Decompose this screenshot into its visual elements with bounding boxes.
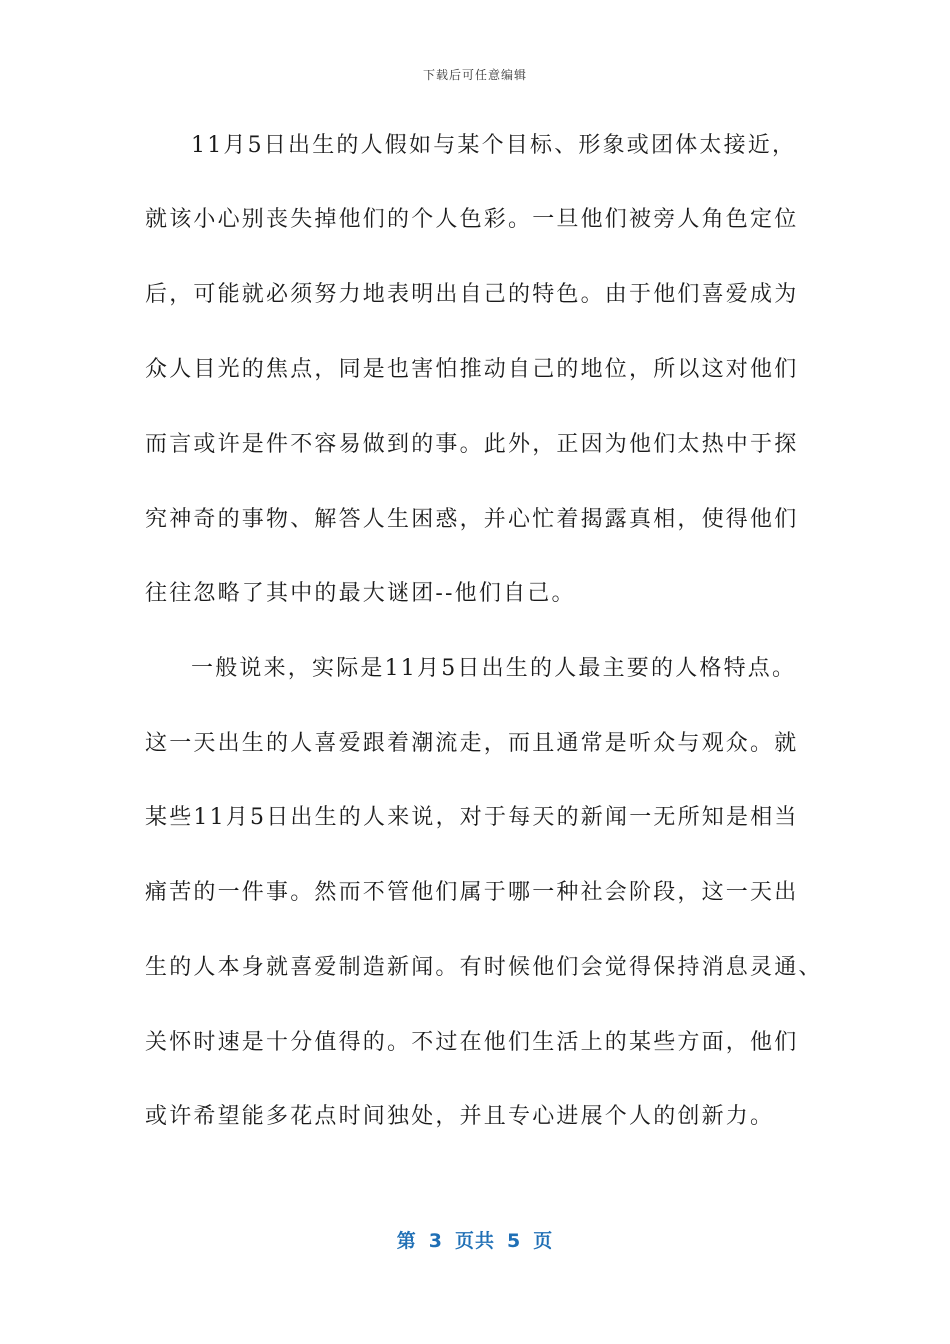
- paragraph-1-line-6: 究神奇的事物、解答人生困惑，并心忙着揭露真相，使得他们: [145, 507, 799, 532]
- paragraph-1-line-4: 众人目光的焦点，同是也害怕推动自己的地位，所以这对他们: [145, 357, 799, 382]
- paragraph-2-line-2: 这一天出生的人喜爱跟着潮流走，而且通常是听众与观众。就: [145, 731, 799, 756]
- footer-suffix: 页: [533, 1230, 554, 1252]
- paragraph-2-line-4: 痛苦的一件事。然而不管他们属于哪一种社会阶段，这一天出: [145, 880, 799, 905]
- paragraph-1-line-7: 往往忽略了其中的最大谜团--他们自己。: [145, 581, 576, 606]
- paragraph-2-line-6: 关怀时速是十分值得的。不过在他们生活上的某些方面，他们: [145, 1030, 799, 1055]
- footer-current-page: 3: [428, 1230, 443, 1252]
- paragraph-2-line-3: 某些11月5日出生的人来说，对于每天的新闻一无所知是相当: [145, 805, 799, 830]
- page-header: 下载后可任意编辑: [422, 68, 527, 82]
- paragraph-1-line-1: 11月5日出生的人假如与某个目标、形象或团体太接近，: [191, 133, 797, 158]
- paragraph-1-line-3: 后，可能就必须努力地表明出自己的特色。由于他们喜爱成为: [145, 282, 799, 307]
- paragraph-2-line-5: 生的人本身就喜爱制造新闻。有时候他们会觉得保持消息灵通、: [145, 955, 823, 980]
- paragraph-2-line-1: 一般说来，实际是11月5日出生的人最主要的人格特点。: [191, 656, 797, 681]
- paragraph-1-line-2: 就该小心别丧失掉他们的个人色彩。一旦他们被旁人角色定位: [145, 207, 799, 232]
- footer-prefix: 第: [396, 1230, 417, 1252]
- paragraph-2-line-7: 或许希望能多花点时间独处，并且专心进展个人的创新力。: [145, 1104, 775, 1129]
- paragraph-1-line-5: 而言或许是件不容易做到的事。此外，正因为他们太热中于探: [145, 432, 799, 457]
- page-footer: [0, 1226, 950, 1253]
- footer-total-pages: 5: [507, 1230, 522, 1252]
- footer-middle: 页共: [454, 1230, 495, 1252]
